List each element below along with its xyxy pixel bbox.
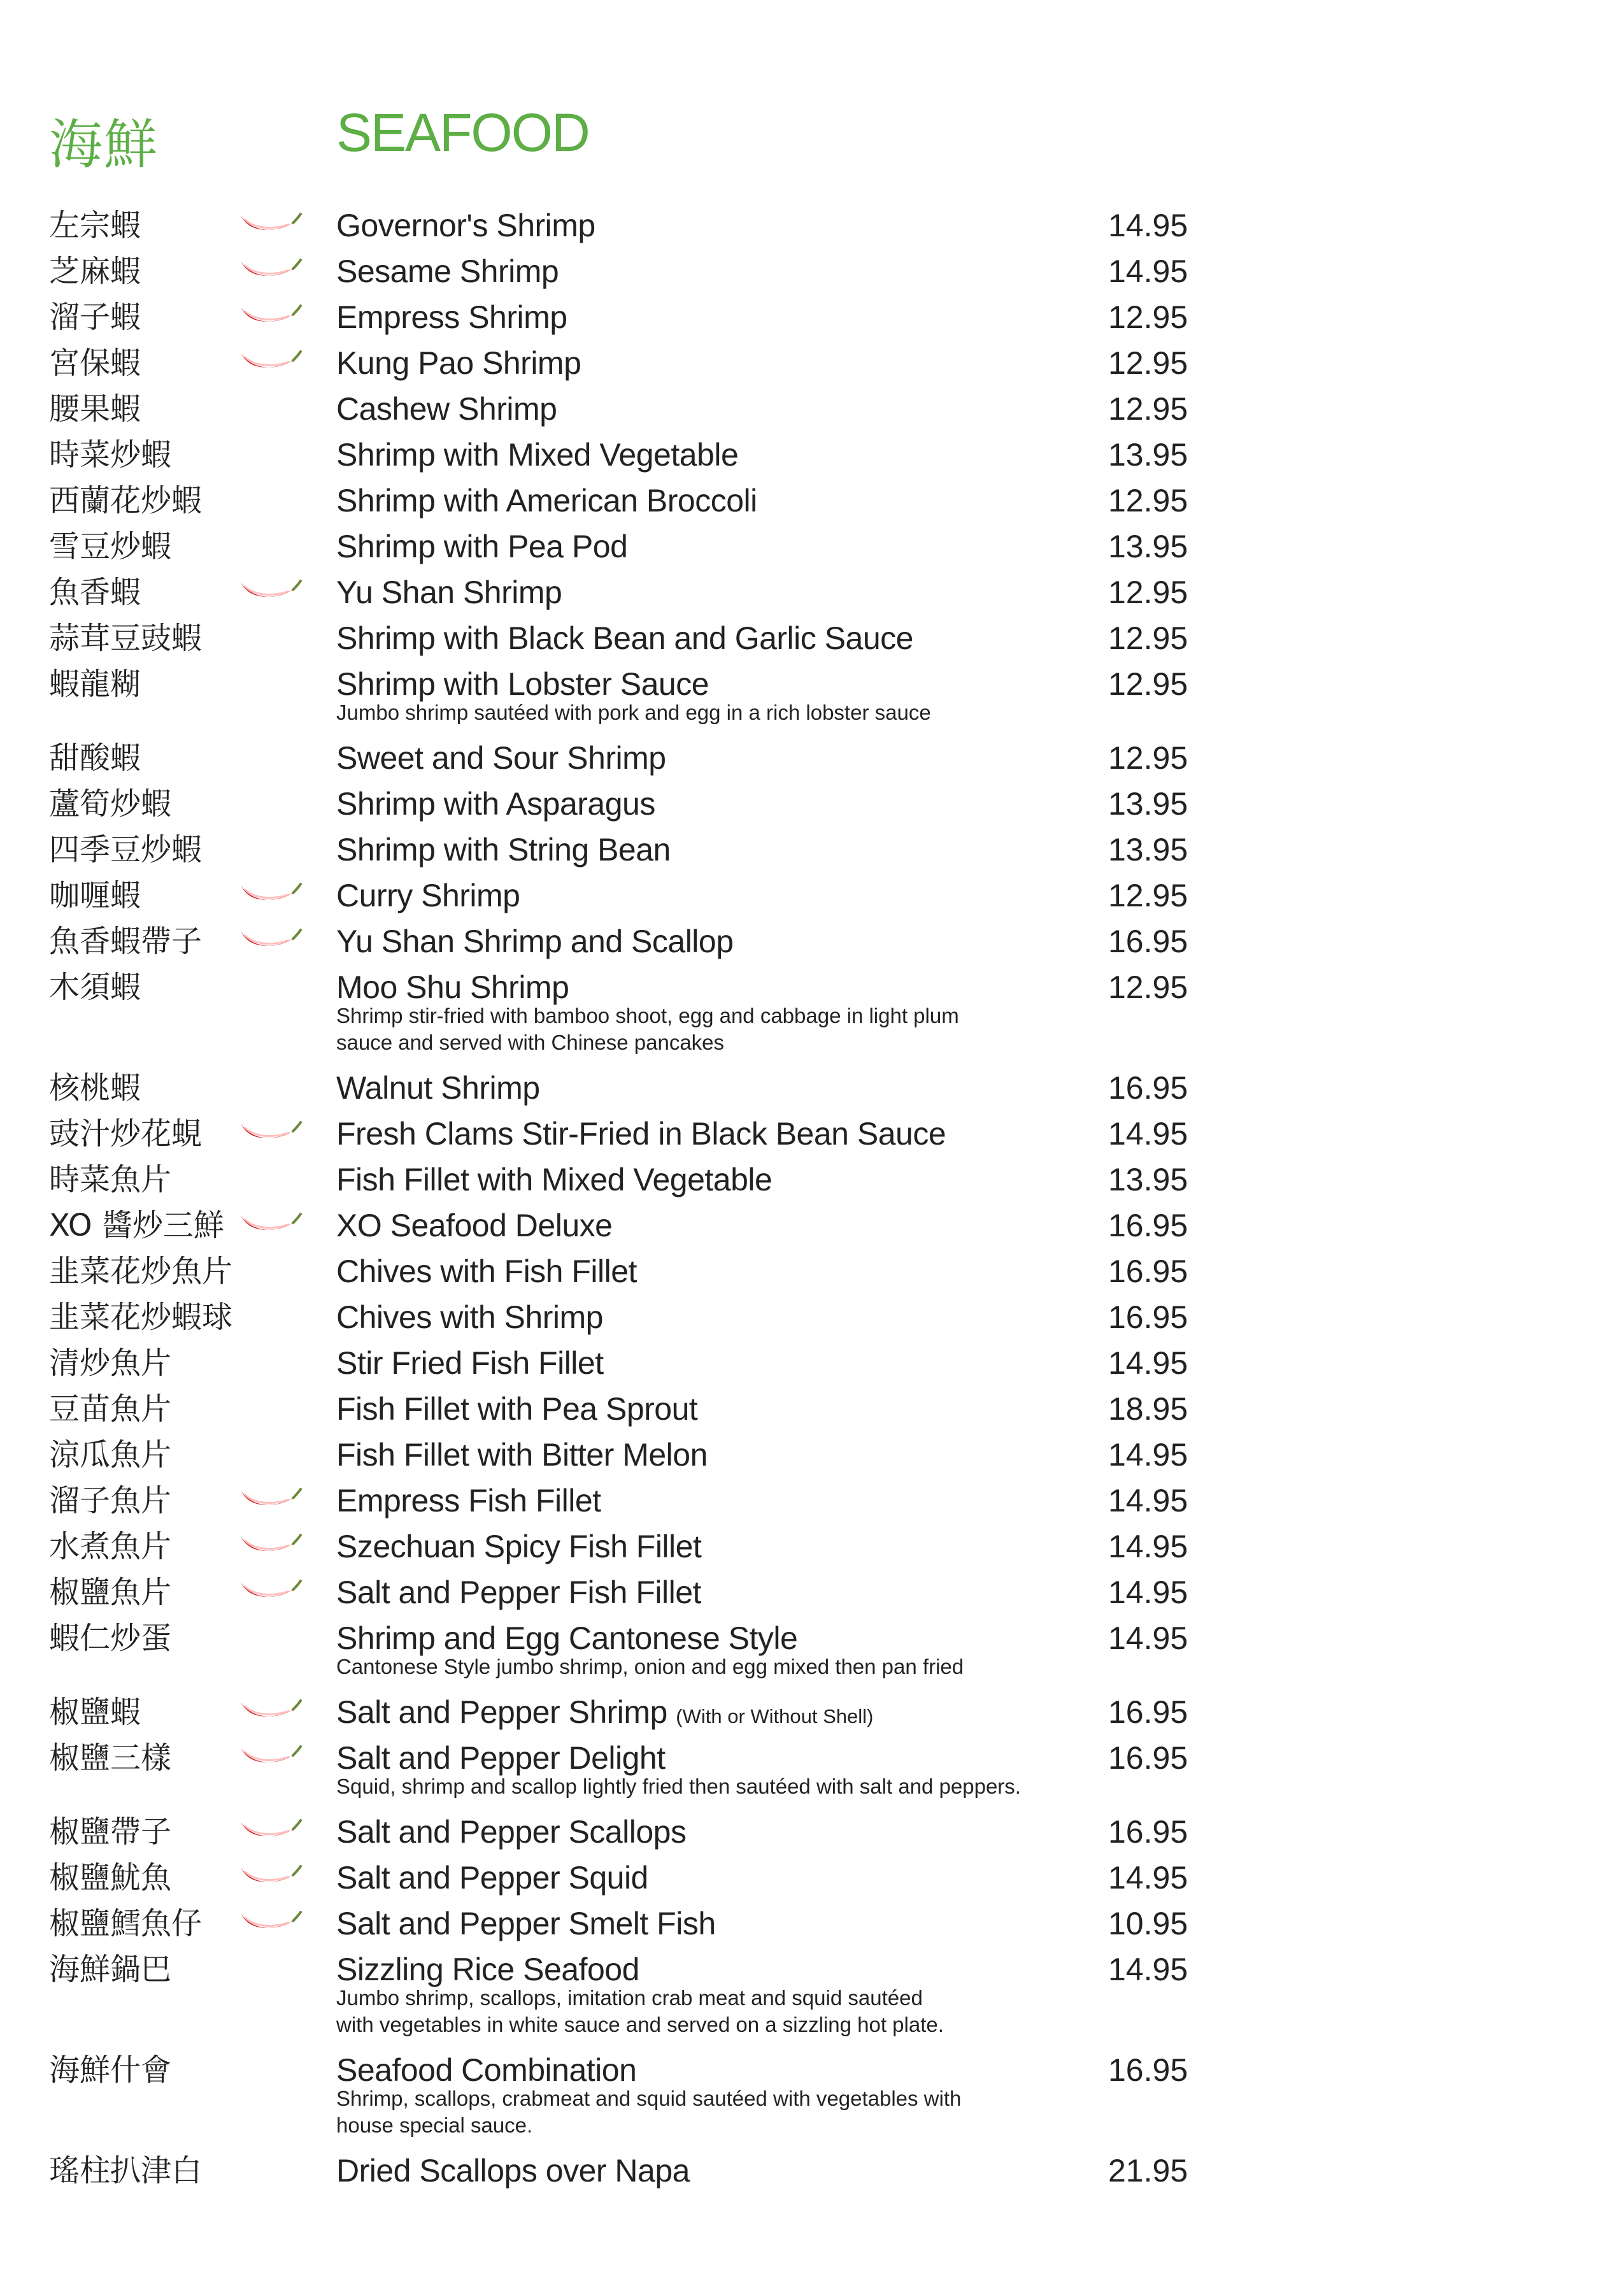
dish-name-chinese: 魚香蝦 (49, 575, 141, 610)
dish-name-chinese: 木須蝦 (49, 969, 141, 1005)
menu-item-row (0, 1065, 1624, 1111)
menu-item (0, 1855, 1624, 1901)
dish-name-english-text: Moo Shu Shrimp (336, 969, 569, 1005)
menu-item (0, 1689, 1624, 1735)
chili-pepper-icon (238, 880, 302, 910)
dish-name-english-text: Salt and Pepper Delight (336, 1740, 666, 1776)
dish-name-chinese: 豉汁炒花蜆 (49, 1116, 203, 1152)
dish-name-english (336, 1575, 701, 1610)
dish-name-chinese: 蝦仁炒蛋 (49, 1620, 172, 1656)
dish-name-english (336, 620, 913, 656)
dish-name-english (336, 529, 627, 564)
dish-name-english-text: Yu Shan Shrimp and Scallop (336, 924, 734, 959)
menu-item-row (0, 615, 1624, 661)
dish-name-english-text: Dried Scallops over Napa (336, 2153, 690, 2189)
dish-name-english (336, 299, 567, 335)
dish-description: Jumbo shrimp sautéed with pork and egg in a rich lobster sauce (336, 701, 931, 724)
menu-item-row (0, 1735, 1624, 1781)
dish-name-chinese: 椒鹽帶子 (49, 1814, 172, 1850)
dish-price: 14.95 (1108, 1345, 1188, 1381)
dish-name-english (336, 1740, 666, 1776)
dish-name-english-text: Salt and Pepper Squid (336, 1860, 648, 1896)
dish-name-chinese: 時菜炒蝦 (49, 437, 172, 473)
dish-price: 12.95 (1108, 969, 1188, 1005)
dish-name-chinese: 韭菜花炒蝦球 (49, 1299, 233, 1335)
dish-name-chinese: 椒鹽魷魚 (49, 1860, 172, 1896)
dish-name-english (336, 2052, 636, 2088)
dish-price: 16.95 (1108, 2052, 1188, 2088)
dish-name-english-text: Empress Shrimp (336, 299, 567, 335)
chili-pepper-icon (238, 1743, 302, 1772)
menu-item (0, 1432, 1624, 1478)
menu-item (0, 1203, 1624, 1248)
dish-note: (With or Without Shell) (676, 1705, 874, 1727)
dish-price: 14.95 (1108, 208, 1188, 243)
chili-pepper-icon (238, 1908, 302, 1938)
dish-price: 12.95 (1108, 575, 1188, 610)
dish-price: 14.95 (1108, 1437, 1188, 1473)
menu-item-row (0, 735, 1624, 781)
dish-name-english (336, 345, 581, 381)
dish-name-chinese: 四季豆炒蝦 (49, 832, 203, 868)
chili-pepper-icon (238, 302, 302, 331)
dish-name-english (336, 483, 757, 518)
dish-price: 12.95 (1108, 878, 1188, 913)
dish-description: Shrimp, scallops, crabmeat and squid sautéed with vegetables with house special sauce. (336, 2087, 962, 2137)
dish-description: Jumbo shrimp, scallops, imitation crab meat and squid sautéed with vegetables in white sauce and served on a sizzling hot plate. (336, 1986, 944, 2036)
menu-item-row (0, 386, 1624, 432)
menu-item-row (0, 294, 1624, 340)
dish-price: 14.95 (1108, 1620, 1188, 1656)
dish-name-english-text: Fish Fillet with Pea Sprout (336, 1391, 698, 1427)
dish-name-chinese: 西蘭花炒蝦 (49, 483, 203, 518)
dish-name-english (336, 2153, 690, 2189)
menu-item (0, 248, 1624, 294)
menu-item (0, 1478, 1624, 1524)
dish-price: 16.95 (1108, 1740, 1188, 1776)
dish-name-english (336, 1694, 873, 1734)
section-title-english: SEAFOOD (336, 103, 589, 162)
dish-name-english-text: Sweet and Sour Shrimp (336, 740, 666, 776)
dish-name-chinese: 椒鹽三樣 (49, 1740, 172, 1776)
dish-name-english (336, 969, 569, 1005)
menu-item-row (0, 340, 1624, 386)
dish-name-english-text: Shrimp with Black Bean and Garlic Sauce (336, 620, 913, 656)
dish-name-chinese: 蘆筍炒蝦 (49, 786, 172, 822)
dish-name-chinese: 椒鹽蝦 (49, 1694, 141, 1730)
chili-pepper-icon (238, 1531, 302, 1561)
dish-name-english (336, 1906, 716, 1941)
dish-name-english (336, 1860, 648, 1896)
menu-item-row (0, 1947, 1624, 1992)
dish-name-english (336, 1391, 697, 1427)
dish-name-chinese: 瑤柱扒津白 (49, 2153, 203, 2189)
dish-name-chinese: 海鮮鍋巴 (49, 1952, 172, 1987)
dish-name-chinese: 清炒魚片 (49, 1345, 172, 1381)
menu-item-row (0, 2047, 1624, 2093)
chili-pepper-icon (238, 1577, 302, 1606)
dish-price: 14.95 (1108, 1575, 1188, 1610)
dish-price: 13.95 (1108, 1162, 1188, 1197)
chili-pepper-icon (238, 1862, 302, 1892)
menu-item (0, 524, 1624, 569)
chili-pepper-icon (238, 1697, 302, 1726)
dish-name-english (336, 1299, 603, 1335)
menu-item-row (0, 1689, 1624, 1735)
dish-name-chinese: XO 醬炒三鮮 (49, 1208, 224, 1243)
dish-name-english-text: Salt and Pepper Shrimp (336, 1694, 667, 1730)
chili-pepper-icon (238, 348, 302, 377)
menu-item (0, 615, 1624, 661)
dish-name-english-text: Fish Fillet with Bitter Melon (336, 1437, 708, 1473)
menu-item-row (0, 873, 1624, 918)
menu-item (0, 1524, 1624, 1569)
dish-name-english (336, 1254, 637, 1289)
dish-price: 13.95 (1108, 437, 1188, 473)
menu-item (0, 569, 1624, 615)
menu-item-row (0, 1203, 1624, 1248)
dish-name-english (336, 1814, 686, 1850)
menu-item-row (0, 1569, 1624, 1615)
dish-name-chinese: 左宗蝦 (49, 208, 141, 243)
dish-name-english (336, 391, 557, 427)
dish-name-english (336, 1162, 772, 1197)
menu-item-row (0, 661, 1624, 707)
menu-item-row (0, 1432, 1624, 1478)
dish-price: 12.95 (1108, 345, 1188, 381)
dish-price: 14.95 (1108, 1116, 1188, 1152)
dish-name-english-text: Cashew Shrimp (336, 391, 557, 427)
dish-name-english (336, 832, 671, 868)
chili-pepper-icon (238, 210, 302, 239)
dish-name-english-text: Curry Shrimp (336, 878, 520, 913)
dish-name-english-text: Shrimp with Pea Pod (336, 529, 628, 564)
dish-name-chinese: 時菜魚片 (49, 1162, 172, 1197)
dish-name-chinese: 椒鹽魚片 (49, 1575, 172, 1610)
dish-price: 10.95 (1108, 1906, 1188, 1941)
dish-name-english (336, 254, 559, 289)
menu-item-row (0, 918, 1624, 964)
dish-name-chinese: 蝦龍糊 (49, 666, 141, 702)
dish-name-english (336, 1116, 946, 1152)
dish-price: 13.95 (1108, 529, 1188, 564)
dish-price: 21.95 (1108, 2153, 1188, 2189)
dish-price: 14.95 (1108, 1529, 1188, 1564)
dish-price: 16.95 (1108, 1299, 1188, 1335)
dish-name-english-text: Shrimp with Mixed Vegetable (336, 437, 739, 473)
section-title-chinese: 海鮮 (49, 113, 159, 176)
menu-item (0, 1569, 1624, 1615)
menu-item (0, 1809, 1624, 1855)
menu-item-row (0, 827, 1624, 873)
dish-name-english (336, 1529, 701, 1564)
dish-name-english-text: Kung Pao Shrimp (336, 345, 581, 381)
dish-name-english-text: Seafood Combination (336, 2052, 637, 2088)
dish-name-english-text: Fish Fillet with Mixed Vegetable (336, 1162, 773, 1197)
dish-name-english (336, 437, 738, 473)
dish-name-english (336, 786, 655, 822)
dish-name-english-text: Governor's Shrimp (336, 208, 595, 243)
menu-item (0, 2047, 1624, 2148)
dish-name-english-text: Walnut Shrimp (336, 1070, 540, 1106)
dish-name-english-text: Salt and Pepper Smelt Fish (336, 1906, 716, 1941)
dish-description: Shrimp stir-fried with bamboo shoot, egg and cabbage in light plum sauce and served with Chinese pancakes (336, 1004, 959, 1054)
menu-item-row (0, 524, 1624, 569)
dish-name-english-text: Shrimp with American Broccoli (336, 483, 757, 518)
dish-price: 13.95 (1108, 832, 1188, 868)
menu-item (0, 478, 1624, 524)
dish-name-english-text: Fresh Clams Stir-Fried in Black Bean Sauce (336, 1116, 946, 1152)
menu-item (0, 2148, 1624, 2194)
dish-name-chinese: 核桃蝦 (49, 1070, 141, 1106)
dish-name-english (336, 1345, 604, 1381)
dish-price: 14.95 (1108, 1483, 1188, 1518)
menu-item (0, 735, 1624, 781)
menu-item-row (0, 1615, 1624, 1661)
dish-name-english-text: Szechuan Spicy Fish Fillet (336, 1529, 702, 1564)
dish-price: 12.95 (1108, 740, 1188, 776)
menu-list (0, 203, 1624, 2194)
chili-pepper-icon (238, 1485, 302, 1515)
dish-name-english (336, 1437, 708, 1473)
menu-item-row (0, 964, 1624, 1010)
menu-item-row (0, 432, 1624, 478)
dish-price: 12.95 (1108, 620, 1188, 656)
menu-item-row (0, 1111, 1624, 1157)
menu-item (0, 294, 1624, 340)
menu-item-row (0, 1524, 1624, 1569)
menu-item-row (0, 1855, 1624, 1901)
dish-name-chinese: 韭菜花炒魚片 (49, 1254, 233, 1289)
dish-name-english-text: Shrimp and Egg Cantonese Style (336, 1620, 798, 1656)
dish-name-english-text: Empress Fish Fillet (336, 1483, 601, 1518)
dish-price: 12.95 (1108, 483, 1188, 518)
dish-name-english-text: Shrimp with Lobster Sauce (336, 666, 709, 702)
menu-item (0, 1386, 1624, 1432)
dish-name-english (336, 1070, 540, 1106)
dish-description: Cantonese Style jumbo shrimp, onion and egg mixed then pan fried (336, 1655, 964, 1678)
dish-name-english-text: Chives with Shrimp (336, 1299, 603, 1335)
dish-price: 12.95 (1108, 391, 1188, 427)
dish-price: 16.95 (1108, 924, 1188, 959)
dish-name-chinese: 涼瓜魚片 (49, 1437, 172, 1473)
dish-name-english-text: Sesame Shrimp (336, 254, 559, 289)
dish-name-english-text: Stir Fried Fish Fillet (336, 1345, 604, 1381)
menu-item (0, 1615, 1624, 1689)
dish-price: 13.95 (1108, 786, 1188, 822)
dish-name-chinese: 宮保蝦 (49, 345, 141, 381)
dish-price: 12.95 (1108, 666, 1188, 702)
menu-item (0, 918, 1624, 964)
dish-name-chinese: 海鮮什會 (49, 2052, 172, 2088)
dish-name-chinese: 腰果蝦 (49, 391, 141, 427)
menu-item-row (0, 1248, 1624, 1294)
dish-name-english (336, 924, 734, 959)
dish-name-chinese: 水煮魚片 (49, 1529, 172, 1564)
menu-item (0, 873, 1624, 918)
dish-price: 16.95 (1108, 1208, 1188, 1243)
menu-item (0, 781, 1624, 827)
chili-pepper-icon (238, 926, 302, 955)
dish-name-chinese: 芝麻蝦 (49, 254, 141, 289)
menu-item (0, 386, 1624, 432)
dish-name-english (336, 575, 562, 610)
dish-name-english-text: XO Seafood Deluxe (336, 1208, 613, 1243)
dish-name-chinese: 豆苗魚片 (49, 1391, 172, 1427)
dish-price: 12.95 (1108, 299, 1188, 335)
dish-name-chinese: 魚香蝦帶子 (49, 924, 203, 959)
menu-item (0, 1294, 1624, 1340)
dish-price: 14.95 (1108, 254, 1188, 289)
dish-name-english (336, 1952, 639, 1987)
menu-item (0, 1340, 1624, 1386)
dish-price: 14.95 (1108, 1860, 1188, 1896)
dish-name-chinese: 溜子魚片 (49, 1483, 172, 1518)
dish-price: 14.95 (1108, 1952, 1188, 1987)
dish-name-english (336, 878, 520, 913)
chili-pepper-icon (238, 256, 302, 285)
menu-item-row (0, 1901, 1624, 1947)
dish-name-english (336, 208, 595, 243)
dish-name-chinese: 咖喱蝦 (49, 878, 141, 913)
menu-item-row (0, 1340, 1624, 1386)
dish-price: 18.95 (1108, 1391, 1188, 1427)
menu-item (0, 1901, 1624, 1947)
dish-name-chinese: 蒜茸豆豉蝦 (49, 620, 203, 656)
menu-item-row (0, 781, 1624, 827)
dish-name-chinese: 雪豆炒蝦 (49, 529, 172, 564)
dish-price: 16.95 (1108, 1070, 1188, 1106)
menu-item-row (0, 1809, 1624, 1855)
menu-item-row (0, 2148, 1624, 2194)
dish-name-english-text: Salt and Pepper Fish Fillet (336, 1575, 701, 1610)
menu-item (0, 661, 1624, 735)
menu-item-row (0, 1478, 1624, 1524)
dish-name-chinese: 甜酸蝦 (49, 740, 141, 776)
menu-item-row (0, 203, 1624, 248)
menu-item (0, 1735, 1624, 1809)
menu-item-row (0, 1386, 1624, 1432)
chili-pepper-icon (238, 1118, 302, 1148)
menu-item-row (0, 1157, 1624, 1203)
menu-item (0, 1065, 1624, 1111)
dish-name-english-text: Salt and Pepper Scallops (336, 1814, 687, 1850)
menu-item-row (0, 478, 1624, 524)
menu-item (0, 340, 1624, 386)
chili-pepper-icon (238, 1817, 302, 1846)
menu-item (0, 964, 1624, 1065)
dish-name-english (336, 666, 709, 702)
menu-item (0, 1248, 1624, 1294)
chili-pepper-icon (238, 577, 302, 606)
dish-name-english-text: Yu Shan Shrimp (336, 575, 562, 610)
menu-item (0, 1111, 1624, 1157)
menu-item (0, 1947, 1624, 2047)
dish-price: 16.95 (1108, 1694, 1188, 1730)
dish-name-english-text: Sizzling Rice Seafood (336, 1952, 639, 1987)
dish-name-english (336, 1620, 797, 1656)
menu-item (0, 432, 1624, 478)
dish-price: 16.95 (1108, 1254, 1188, 1289)
menu-item-row (0, 1294, 1624, 1340)
menu-item (0, 203, 1624, 248)
dish-price: 16.95 (1108, 1814, 1188, 1850)
dish-name-english (336, 740, 666, 776)
menu-item-row (0, 248, 1624, 294)
chili-pepper-icon (238, 1210, 302, 1239)
dish-name-english (336, 1483, 601, 1518)
dish-name-chinese: 溜子蝦 (49, 299, 141, 335)
menu-item (0, 1157, 1624, 1203)
dish-name-english-text: Chives with Fish Fillet (336, 1254, 637, 1289)
dish-name-english (336, 1208, 612, 1243)
dish-description: Squid, shrimp and scallop lightly fried then sautéed with salt and peppers. (336, 1775, 1021, 1798)
dish-name-english-text: Shrimp with String Bean (336, 832, 671, 868)
menu-item (0, 827, 1624, 873)
dish-name-english-text: Shrimp with Asparagus (336, 786, 655, 822)
dish-name-chinese: 椒鹽鱈魚仔 (49, 1906, 203, 1941)
menu-item-row (0, 569, 1624, 615)
